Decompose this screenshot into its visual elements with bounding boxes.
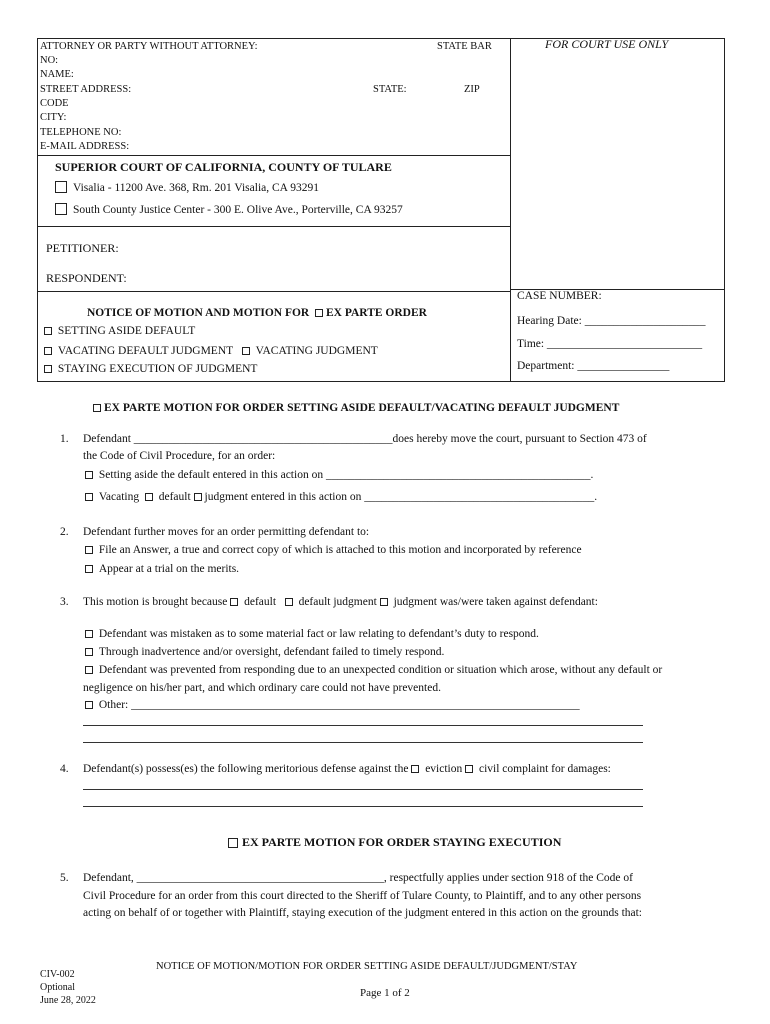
footer-title: NOTICE OF MOTION/MOTION FOR ORDER SETTING ASIDE DEFAULT/JUDGMENT/STAY [156, 961, 578, 972]
checkbox-civil-complaint[interactable] [465, 765, 473, 773]
item3-option-mistaken: Defendant was mistaken as to some material fact or law relating to defendant’s duty to respond. [85, 628, 539, 641]
item3-option-prevented: Defendant was prevented from responding due to an unexpected condition or situation which arose, without any default or [85, 664, 662, 677]
checkbox-south-county[interactable] [55, 203, 67, 215]
checkbox-item1-setting-aside[interactable] [85, 471, 93, 479]
city-label: CITY: [40, 112, 67, 123]
item1-option-vacating: Vacating default judgment entered in this action on ________________________________________. [85, 491, 597, 504]
item4-number: 4. [60, 763, 69, 775]
checkbox-section1[interactable] [93, 404, 101, 412]
checkbox-item1-default[interactable] [145, 493, 153, 501]
defense-blank-line-2[interactable] [83, 806, 643, 807]
motion-title-line1: NOTICE OF MOTION AND MOTION FOR EX PARTE ORDER [87, 307, 427, 319]
department-field[interactable]: Department: ________________ [517, 360, 670, 372]
other-blank-line-2[interactable] [83, 742, 643, 743]
item2-number: 2. [60, 526, 69, 538]
case-number-label: CASE NUMBER: [517, 290, 602, 302]
section2-heading: EX PARTE MOTION FOR ORDER STAYING EXECUTION [228, 836, 561, 850]
hearing-date-field[interactable]: Hearing Date: _____________________ [517, 315, 706, 327]
item1-line2: the Code of Civil Procedure, for an order: [83, 450, 276, 462]
item3-number: 3. [60, 596, 69, 608]
item3-option-inadvertence: Through inadvertence and/or oversight, defendant failed to timely respond. [85, 646, 444, 659]
item1-line1: Defendant _____________________________________________does hereby move the court, pursuant to Section 473 of [83, 433, 647, 445]
checkbox-item1-vacating[interactable] [85, 493, 93, 501]
email-label: E-MAIL ADDRESS: [40, 141, 130, 152]
court-use-label: FOR COURT USE ONLY [545, 37, 669, 51]
checkbox-vacating-default-judgment[interactable] [44, 347, 52, 355]
checkbox-ex-parte-order[interactable] [315, 309, 323, 317]
form-date: June 28, 2022 [40, 995, 96, 1006]
petitioner-label: PETITIONER: [46, 241, 119, 255]
option-setting-aside-default: SETTING ASIDE DEFAULT [44, 325, 195, 338]
checkbox-prevented[interactable] [85, 666, 93, 674]
item4-line1: Defendant(s) possess(es) the following meritorious defense against the eviction civil complaint for damages: [83, 763, 611, 775]
checkbox-item3-judgment[interactable] [380, 598, 388, 606]
item2-line1: Defendant further moves for an order permitting defendant to: [83, 526, 370, 538]
form-optional: Optional [40, 982, 75, 993]
checkbox-inadvertence[interactable] [85, 648, 93, 656]
street-address-label: STREET ADDRESS: [40, 84, 132, 95]
time-field[interactable]: Time: ___________________________ [517, 338, 703, 350]
checkbox-file-answer[interactable] [85, 546, 93, 554]
court-location-south-county: South County Justice Center - 300 E. Olive Ave., Porterville, CA 93257 [55, 203, 403, 217]
no-label: NO: [40, 55, 59, 66]
option-vacating-default-judgment: VACATING DEFAULT JUDGMENT VACATING JUDGMENT [44, 345, 378, 358]
item1-option-setting-aside: Setting aside the default entered in this action on ______________________________________________. [85, 469, 593, 482]
checkbox-appear-trial[interactable] [85, 565, 93, 573]
state-bar-label: STATE BAR [437, 41, 492, 52]
item1-number: 1. [60, 433, 69, 445]
item3-line1: This motion is brought because default default judgment judgment was/were taken against defendant: [83, 596, 598, 608]
name-label: NAME: [40, 69, 74, 80]
item5-line3: acting on behalf of or together with Plaintiff, staying execution of the judgment entered in this action on the grounds that: [83, 907, 643, 919]
code-label: CODE [40, 98, 69, 109]
checkbox-eviction[interactable] [411, 765, 419, 773]
court-location-visalia: Visalia - 11200 Ave. 368, Rm. 201 Visalia, CA 93291 [55, 181, 319, 195]
attorney-label: ATTORNEY OR PARTY WITHOUT ATTORNEY: [40, 41, 258, 52]
checkbox-item3-default-judgment[interactable] [285, 598, 293, 606]
item3-option-other: Other: ______________________________________________________________________________ [85, 699, 580, 712]
checkbox-visalia[interactable] [55, 181, 67, 193]
court-use-box [510, 38, 725, 290]
zip-label: ZIP [464, 84, 480, 95]
checkbox-setting-aside-default[interactable] [44, 327, 52, 335]
checkbox-vacating-judgment[interactable] [242, 347, 250, 355]
checkbox-item3-default[interactable] [230, 598, 238, 606]
checkbox-item1-judgment[interactable] [194, 493, 202, 501]
option-staying-execution: STAYING EXECUTION OF JUDGMENT [44, 363, 257, 376]
checkbox-mistaken[interactable] [85, 630, 93, 638]
respondent-label: RESPONDENT: [46, 271, 127, 285]
item2-option-appear-trial: Appear at a trial on the merits. [85, 563, 239, 576]
defense-blank-line-1[interactable] [83, 789, 643, 790]
checkbox-section2[interactable] [228, 838, 238, 848]
section1-heading: EX PARTE MOTION FOR ORDER SETTING ASIDE DEFAULT/VACATING DEFAULT JUDGMENT [93, 402, 619, 415]
item2-option-file-answer: File an Answer, a true and correct copy of which is attached to this motion and incorporated by reference [85, 544, 582, 557]
checkbox-other[interactable] [85, 701, 93, 709]
page-number: Page 1 of 2 [360, 987, 410, 999]
state-label: STATE: [373, 84, 407, 95]
item5-number: 5. [60, 872, 69, 884]
checkbox-staying-execution[interactable] [44, 365, 52, 373]
item5-line1: Defendant, ___________________________________________, respectfully applies under section 918 of the Code of [83, 872, 633, 884]
item5-line2: Civil Procedure for an order from this court directed to the Sheriff of Tulare County, to Plaintiff, and to any other persons [83, 890, 642, 902]
form-id: CIV-002 [40, 969, 75, 980]
court-name: SUPERIOR COURT OF CALIFORNIA, COUNTY OF TULARE [55, 160, 392, 174]
item3-prevented-line2: negligence on his/her part, and which ordinary care could not have prevented. [83, 682, 441, 694]
telephone-label: TELEPHONE NO: [40, 127, 122, 138]
other-blank-line-1[interactable] [83, 725, 643, 726]
